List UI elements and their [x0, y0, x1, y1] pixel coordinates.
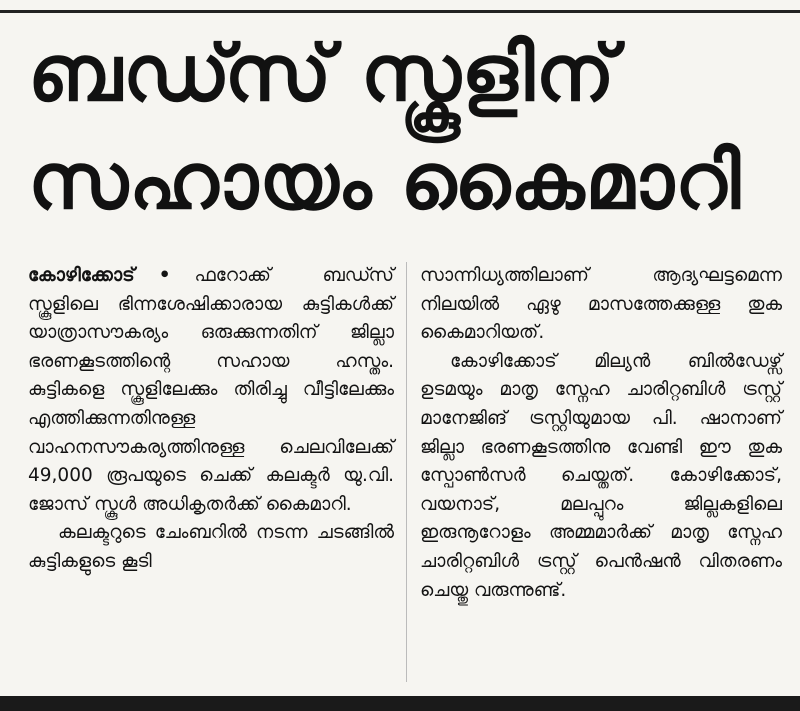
dateline-bullet: • [158, 265, 171, 286]
headline [28, 20, 768, 236]
paragraph-3: സാന്നിധ്യത്തിലാണ് ആദ്യഘട്ടമെന്ന നിലയിൽ ഏഴു മാസത്തേക്കുള്ള തുക കൈമാറിയത്. [420, 265, 782, 344]
paragraph-1 [28, 262, 394, 519]
headline-line-2: സഹായം കൈമാറി [28, 137, 742, 227]
article-column-right [420, 262, 782, 605]
column-divider [406, 262, 407, 682]
paragraph-4: കോഴിക്കോട് മില്യൻ ബിൽഡേഴ്സ് ഉടമയും മാതൃ സ്നേഹ ചാരിറ്റബിൾ ട്രസ്റ്റ് മാനേജിങ് ട്രസ്റ്റിയുമായ പി. ഷാനാണ് ജില്ലാ ഭരണകൂടത്തിനു വേണ്ടി ഈ തുക സ്പോൺസർ ചെയ്തത്. കോഴിക്കോട്, വയനാട്, മലപ്പുറം ജില്ലകളിലെ ഇരുനൂറോളം അമ്മമാർക്ക് മാതൃ സ്നേഹ ചാരിറ്റബിൾ ട്രസ്റ്റ് പെൻഷൻ വിതരണം ചെയ്തു വരുന്നുണ്ട്. [420, 350, 782, 601]
dateline: കോഴിക്കോട് [28, 265, 135, 286]
top-rule [0, 10, 800, 13]
paragraph-1-body: ഫറോക്ക് ബഡ്സ് സ്കൂളിലെ ഭിന്നശേഷിക്കാരായ കുട്ടികൾക്ക് യാത്രാസൗകര്യം ഒരുക്കുന്നതിന് ജില്ലാ ഭരണകൂടത്തിന്റെ സഹായ ഹസ്തം. കുട്ടികളെ സ്കൂളിലേക്കും തിരിച്ചു വീട്ടിലേക്കും എത്തിക്കുന്നതിനുള്ള വാഹനസൗകര്യത്തിനുള്ള ചെലവിലേക്ക് 49,000 രൂപയുടെ ചെക്ക് കലക്ടർ യു.വി. ജോസ് സ്കൂൾ അധികൃതർക്ക് കൈമാറി. [28, 265, 394, 515]
headline-line-1: ബഡ്സ് സ്കൂളിന് [28, 29, 616, 119]
scan-bottom-edge [0, 696, 800, 711]
article-column-left [28, 262, 394, 577]
paragraph-2: കലക്ടറുടെ ചേംബറിൽ നടന്ന ചടങ്ങിൽ കുട്ടികളുടെ കൂടി [28, 522, 394, 572]
